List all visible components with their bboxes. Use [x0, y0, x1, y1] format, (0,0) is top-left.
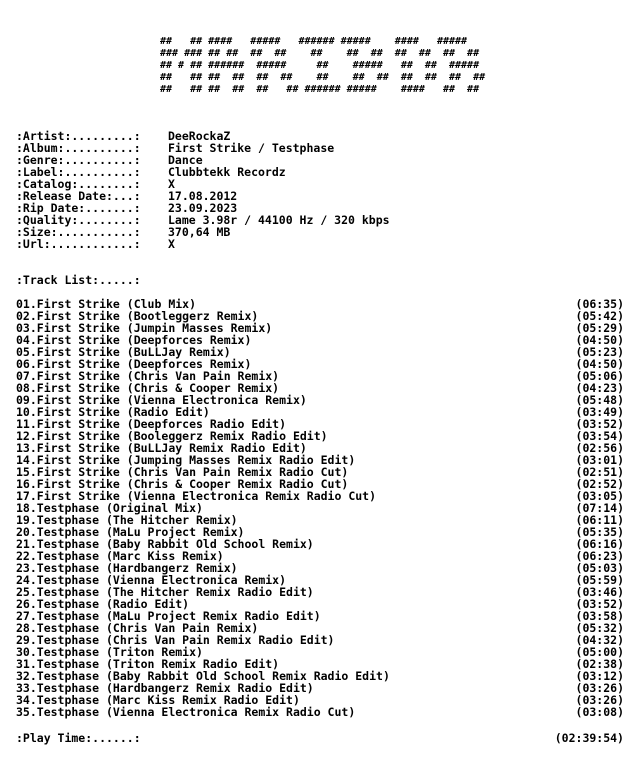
- track-title: 13.First Strike (BuLLJay Remix Radio Edit): [16, 441, 307, 455]
- track-duration: (03:52): [575, 597, 624, 611]
- info-value: 17.08.2012: [168, 189, 238, 203]
- info-value: Lame 3.98r / 44100 Hz / 320 kbps: [168, 213, 390, 227]
- track-title: 23.Testphase (Hardbangerz Remix): [16, 561, 238, 575]
- track-title: 25.Testphase (The Hitcher Remix Radio Edit): [16, 585, 314, 599]
- track-duration: (07:14): [575, 501, 624, 515]
- track-title: 10.First Strike (Radio Edit): [16, 405, 210, 419]
- track-title: 35.Testphase (Vienna Electronica Remix Radio Cut): [16, 705, 356, 719]
- track-duration: (05:06): [575, 369, 624, 383]
- info-value: First Strike / Testphase: [168, 141, 335, 155]
- track-duration: (03:12): [575, 669, 624, 683]
- track-duration: (04:23): [575, 381, 624, 395]
- track-title: 07.First Strike (Chris Van Pain Remix): [16, 369, 280, 383]
- track-title: 34.Testphase (Marc Kiss Remix Radio Edit): [16, 693, 300, 707]
- track-duration: (02:52): [575, 477, 624, 491]
- track-title: 09.First Strike (Vienna Electronica Remix): [16, 393, 307, 407]
- track-duration: (04:32): [575, 633, 624, 647]
- track-duration: (02:56): [575, 441, 624, 455]
- info-value: X: [168, 237, 175, 251]
- track-duration: (03:08): [575, 705, 624, 719]
- track-duration: (05:48): [575, 393, 624, 407]
- track-title: 08.First Strike (Chris & Cooper Remix): [16, 381, 280, 395]
- track-list: [16, 298, 624, 718]
- info-key: :Label:..........:: [16, 165, 141, 179]
- track-duration: (03:52): [575, 417, 624, 431]
- release-info: [16, 130, 390, 250]
- info-value: Clubbtekk Recordz: [168, 165, 286, 179]
- track-title: 19.Testphase (The Hitcher Remix): [16, 513, 238, 527]
- info-key: :Size:...........:: [16, 225, 141, 239]
- track-duration: (06:11): [575, 513, 624, 527]
- track-duration: (05:23): [575, 345, 624, 359]
- info-value: Dance: [168, 153, 203, 167]
- track-title: 30.Testphase (Triton Remix): [16, 645, 203, 659]
- track-duration: (02:51): [575, 465, 624, 479]
- track-title: 22.Testphase (Marc Kiss Remix): [16, 549, 224, 563]
- track-title: 17.First Strike (Vienna Electronica Remix Radio Cut): [16, 489, 377, 503]
- track-title: 28.Testphase (Chris Van Pain Remix): [16, 621, 259, 635]
- track-duration: (04:50): [575, 333, 624, 347]
- track-duration: (05:59): [575, 573, 624, 587]
- info-key: :Release Date:...:: [16, 189, 141, 203]
- track-title: 16.First Strike (Chris & Cooper Remix Radio Cut): [16, 477, 349, 491]
- info-key: :Quality:........:: [16, 213, 141, 227]
- info-key: :Url:............:: [16, 237, 141, 251]
- track-title: 26.Testphase (Radio Edit): [16, 597, 190, 611]
- track-title: 15.First Strike (Chris Van Pain Remix Radio Cut): [16, 465, 349, 479]
- info-row: [16, 238, 390, 250]
- track-title: 32.Testphase (Baby Rabbit Old School Remix Radio Edit): [16, 669, 390, 683]
- track-duration: (05:35): [575, 525, 624, 539]
- info-value: 23.09.2023: [168, 201, 238, 215]
- track-duration: (03:26): [575, 693, 624, 707]
- track-duration: (06:16): [575, 537, 624, 551]
- track-title: 24.Testphase (Vienna Electronica Remix): [16, 573, 287, 587]
- track-duration: (06:35): [575, 297, 624, 311]
- track-title: 20.Testphase (MaLu Project Remix): [16, 525, 245, 539]
- track-duration: (05:03): [575, 561, 624, 575]
- info-value: 370,64 MB: [168, 225, 231, 239]
- info-value: DeeRockaZ: [168, 129, 231, 143]
- track-duration: (02:38): [575, 657, 624, 671]
- track-duration: (03:26): [575, 681, 624, 695]
- info-value: X: [168, 177, 175, 191]
- info-key: :Album:..........:: [16, 141, 141, 155]
- track-duration: (03:46): [575, 585, 624, 599]
- track-title: 04.First Strike (Deepforces Remix): [16, 333, 252, 347]
- play-time-value: (02:39:54): [554, 731, 624, 745]
- track-title: 14.First Strike (Jumping Masses Remix Radio Edit): [16, 453, 356, 467]
- info-key: :Rip Date:.......:: [16, 201, 141, 215]
- tracklist-label: :Track List:.....:: [16, 273, 141, 287]
- track-title: 31.Testphase (Triton Remix Radio Edit): [16, 657, 280, 671]
- info-key: :Catalog:........:: [16, 177, 141, 191]
- track-row: [16, 706, 624, 718]
- track-title: 29.Testphase (Chris Van Pain Remix Radio Edit): [16, 633, 335, 647]
- track-title: 21.Testphase (Baby Rabbit Old School Remix): [16, 537, 314, 551]
- track-duration: (05:32): [575, 621, 624, 635]
- track-duration: (05:00): [575, 645, 624, 659]
- track-duration: (03:58): [575, 609, 624, 623]
- track-title: 27.Testphase (MaLu Project Remix Radio Edit): [16, 609, 321, 623]
- track-duration: (05:29): [575, 321, 624, 335]
- play-time-label: :Play Time:......:: [16, 731, 141, 745]
- track-title: 18.Testphase (Original Mix): [16, 501, 203, 515]
- track-title: 33.Testphase (Hardbangerz Remix Radio Edit): [16, 681, 314, 695]
- track-duration: (05:42): [575, 309, 624, 323]
- ascii-art-banner: ## ## #### ##### ###### ##### #### ##### ### ### ## ## ## ## ## ## ## ## ## ## ## ## # ## ###### ##### ## ##### ## ## ##### ## ## ## ## ## ## ## ## ## ## ## ## ## ## ## ## ## ## ## ###### ##### #### ## ##: [160, 36, 486, 95]
- info-key: :Artist:.........:: [16, 129, 141, 143]
- track-title: 05.First Strike (BuLLJay Remix): [16, 345, 231, 359]
- info-key: :Genre:..........:: [16, 153, 141, 167]
- track-title: 06.First Strike (Deepforces Remix): [16, 357, 252, 371]
- track-title: 02.First Strike (Bootleggerz Remix): [16, 309, 259, 323]
- track-title: 12.First Strike (Booleggerz Remix Radio Edit): [16, 429, 328, 443]
- track-title: 03.First Strike (Jumpin Masses Remix): [16, 321, 273, 335]
- play-time-row: [16, 732, 624, 744]
- track-title: 01.First Strike (Club Mix): [16, 297, 197, 311]
- track-duration: (03:49): [575, 405, 624, 419]
- track-duration: (04:50): [575, 357, 624, 371]
- track-title: 11.First Strike (Deepforces Radio Edit): [16, 417, 287, 431]
- track-duration: (03:01): [575, 453, 624, 467]
- track-duration: (06:23): [575, 549, 624, 563]
- track-duration: (03:05): [575, 489, 624, 503]
- track-duration: (03:54): [575, 429, 624, 443]
